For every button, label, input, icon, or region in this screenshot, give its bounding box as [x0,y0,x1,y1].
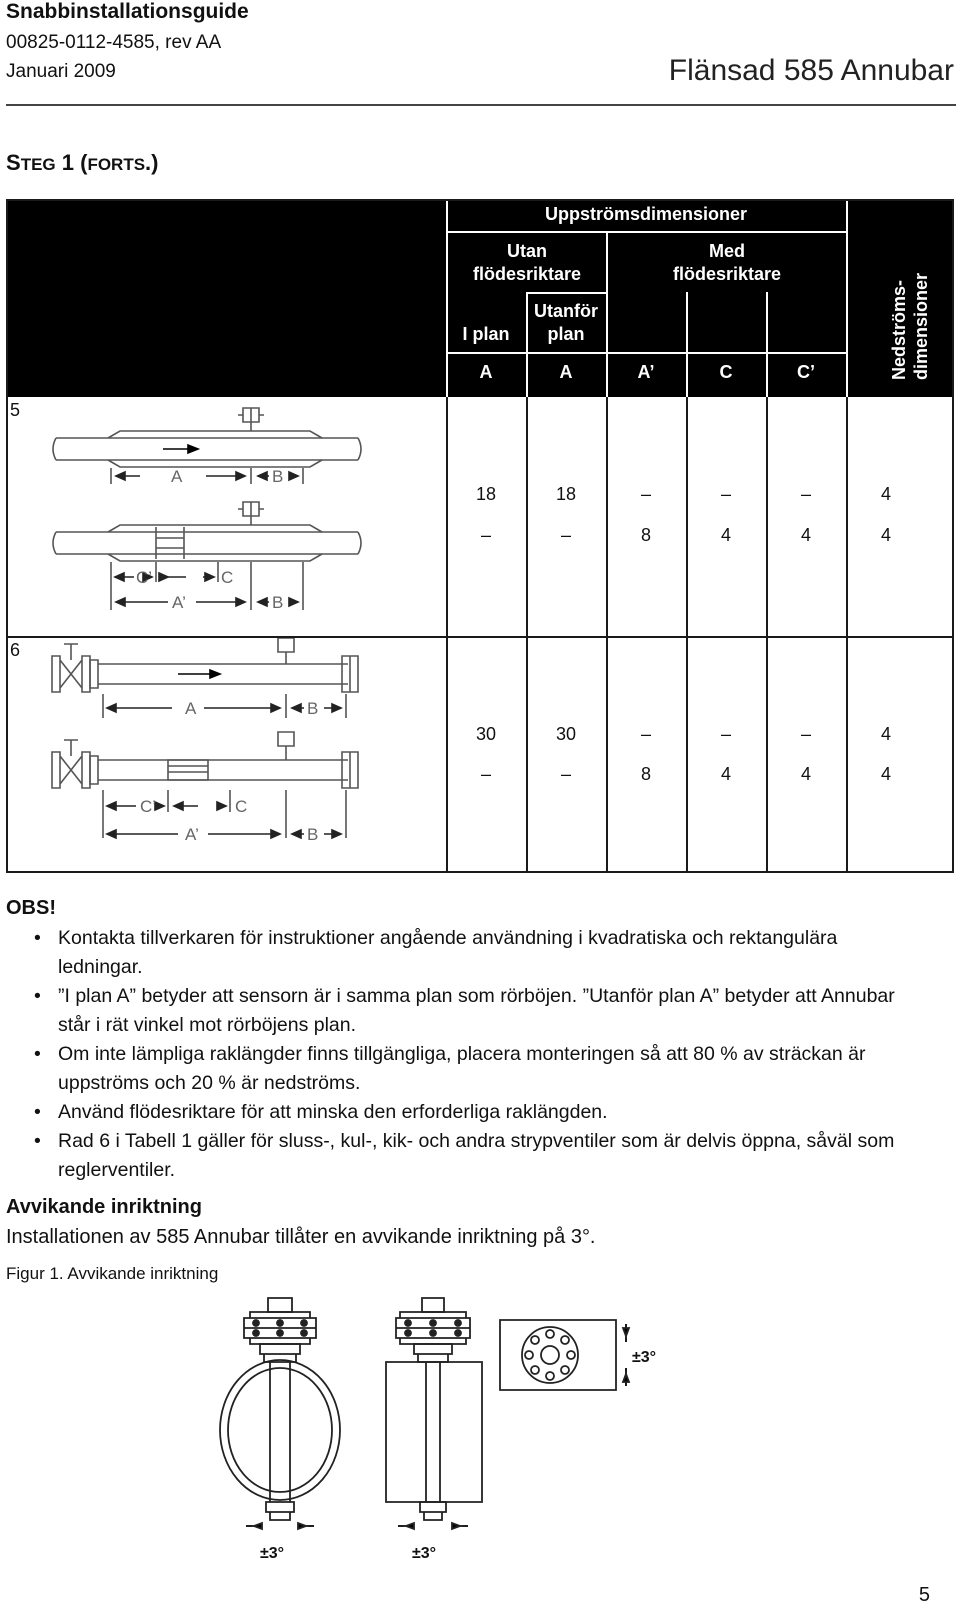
table-cell: – [480,525,491,545]
dim-label-b: B [272,467,284,486]
table-cell: 18 [475,484,497,504]
list-item: • Om inte lämpliga raklängder finns tillgängliga, placera monteringen så att 80 % av sträckan är uppströms och 20 % är nedströms. [34,1040,914,1098]
table-cell: – [640,724,651,744]
row-label-6: 6 [10,640,21,660]
table-cell: 4 [720,764,731,784]
table-cell: – [480,764,491,784]
dim-label-a: A [185,699,197,718]
table-cell: – [720,484,731,504]
table-cell: 4 [720,525,731,545]
col-letter-c: C [719,362,733,382]
row5-pipe-diagram [8,398,444,636]
table-cell: – [800,724,811,744]
notes-heading: OBS! [6,897,56,919]
figure-caption: Figur 1. Avvikande inriktning [6,1264,219,1283]
list-item: • Kontakta tillverkaren för instruktioner angående användning i kvadratiska och rektangulära ledningar. [34,924,914,982]
dim-label-c: C [235,797,248,816]
document-title: Snabbinstallationsguide [6,0,249,23]
dim-label-c-prime: C’ [140,797,157,816]
dim-label-c-prime: C’ [136,568,153,587]
misalignment-heading: Avvikande inriktning [6,1196,202,1218]
dim-label-b: B [272,593,284,612]
table-cell: 8 [640,764,651,784]
table-cell: – [640,484,651,504]
row6-pipe-diagram [8,638,444,872]
dim-label-c: C [221,568,234,587]
table-cell: 30 [475,724,497,744]
list-item: • Rad 6 i Tabell 1 gäller för sluss-, kul-, kik- och andra strypventiler som är delvis öppna, såväl som reglerventiler. [34,1127,914,1185]
dim-label-b: B [307,825,319,844]
page-number: 5 [918,1584,930,1606]
misalignment-text: Installationen av 585 Annubar tillåter en avvikande inriktning på 3°. [6,1226,596,1248]
flange-top-view [500,1320,656,1390]
notes-list [34,924,914,1185]
table-cell: – [560,525,571,545]
table-cell: – [560,764,571,784]
table-cell: 30 [555,724,577,744]
downstream-header [872,210,944,390]
table-cell: 4 [880,484,891,504]
tolerance-label-2: ±3° [412,1545,437,1562]
dim-label-a-prime: A’ [172,593,186,612]
without-conditioner-header: Utan flödesriktare [472,241,582,284]
table-cell: 4 [800,764,811,784]
table-cell: – [720,724,731,744]
col-letter-c-prime: C’ [797,362,815,382]
tolerance-label-1: ±3° [260,1545,285,1562]
table-cell: 4 [880,724,891,744]
table-cell: 8 [640,525,651,545]
document-date: Januari 2009 [6,61,116,82]
annubar-circular-view [220,1298,340,1562]
in-plane-header: I plan [462,324,510,344]
table-cell: 4 [800,525,811,545]
tolerance-label-3: ±3° [632,1349,657,1366]
table-cell: 18 [555,484,577,504]
col-letter-a-prime: A’ [637,362,655,382]
product-name: Flänsad 585 Annubar [668,54,954,87]
with-conditioner-header: Med flödesriktare [672,241,782,284]
col-letter-a1: A [479,362,493,382]
misalignment-figure [200,1290,700,1610]
dim-label-a-prime: A’ [185,825,199,844]
list-item: • Använd flödesriktare för att minska den erforderliga raklängden. [34,1098,914,1127]
table-cell: – [800,484,811,504]
header-divider [6,104,956,106]
downstream-header-line2: dimensioner [911,272,931,380]
upstream-header: Uppströmsdimensioner [544,204,748,224]
step-heading: STEG 1 (FORTS.) [6,150,159,175]
annubar-side-view [386,1298,482,1562]
list-item: • ”I plan A” betyder att sensorn är i samma plan som rörböjen. ”Utanför plan A” betyder att Annubar står i rät vinkel mot rörböjens plan. [34,982,914,1040]
table-cell: 4 [880,525,891,545]
table-cell: 4 [880,764,891,784]
dim-label-a: A [171,467,183,486]
out-of-plane-header: Utanför plan [534,301,598,344]
dim-label-b: B [307,699,319,718]
col-letter-a2: A [559,362,573,382]
downstream-header-line1: Nedströms- [889,279,909,380]
document-number: 00825-0112-4585, rev AA [6,32,222,53]
row-label-5: 5 [10,400,21,420]
